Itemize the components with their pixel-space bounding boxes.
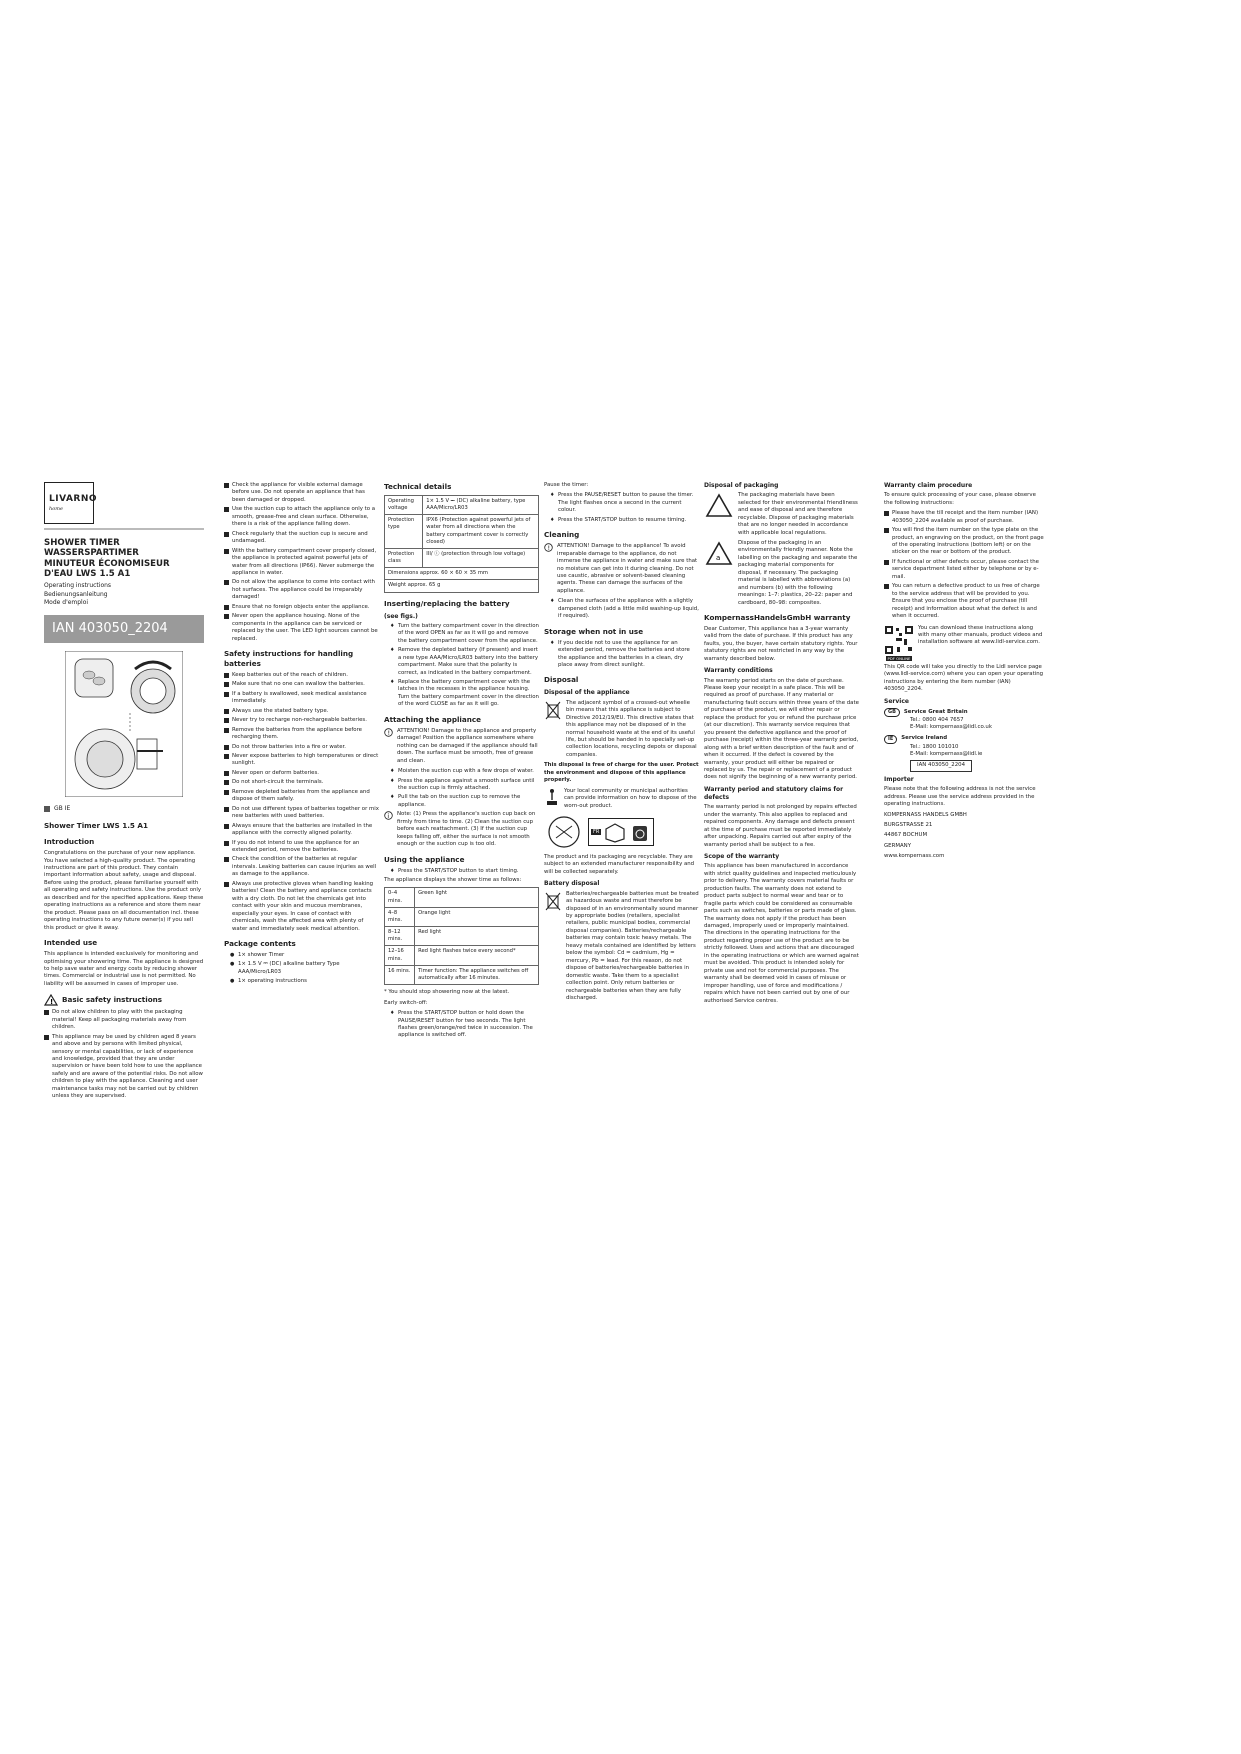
recycling-person-icon [544,788,560,806]
table-row: 12–16 mins. Red light flashes twice every second* [385,946,539,965]
qr-note: This QR code will take you directly to the Lidl service page (www.lidl-service.com) where you can open your operating instructions by entering the item number (IAN) 403050_2204. [884,663,1044,693]
list-item: Please have the till receipt and the item number (IAN) 403050_2204 available as proof of purchase. [884,510,1044,525]
brand-sub: home [49,505,63,512]
product-illustration [65,651,183,797]
attention-note: ! ATTENTION! Damage to the appliance! To avoid irreparable damage to the appliance, do not immerse the appliance in water and make sure that no moisture can get into it during cleaning. Do not use caustic, abrasive or solvent-based cleaning agents. These can damage the surfaces of the appliance. [544,543,699,595]
svg-text:!: ! [387,729,391,737]
list-item: Do not use different types of batteries together or mix new batteries with used batteries. [224,806,379,821]
disposal-appliance-heading: Disposal of the appliance [544,689,630,697]
list-item: ● 1× 1.5 V ⎓ (DC) alkaline battery Type AAA/Micro/LR03 [230,961,379,976]
footnote: * You should stop showering now at the latest. [384,989,510,996]
address-line: GERMANY [884,842,911,849]
list-item: ♦ Press the appliance against a smooth surface until the suction cup is firmly attached. [390,778,539,793]
ian-banner: IAN 403050_2204 [44,615,204,643]
list-item: If functional or other defects occur, please contact the service department listed either by telephone or by e-mail. [884,559,1044,581]
attention-icon [544,543,553,552]
display-text: The appliance displays the shower time as follows: [384,876,522,883]
list-item: Do not allow children to play with the packaging material! Keep all packaging materials away from children. [44,1009,204,1031]
svg-text:i: i [387,813,390,821]
technical-table [384,495,539,593]
list-item: Make sure that no one can swallow the batteries. [224,681,379,688]
divider [44,528,204,530]
battery-safety-heading: Safety instructions for handling batteries [224,649,354,668]
early-heading: Early switch-off: [384,999,428,1006]
list-item: Do not throw batteries into a fire or water. [224,744,379,751]
document-page [44,482,1199,1250]
list-item: ♦ Pull the tab on the suction cup to remove the appliance. [390,794,539,809]
qr-code[interactable]: PDF ONLINE [884,625,914,661]
list-item: Always use protective gloves when handling leaking batteries! Clean the battery and appliance contacts with a dry cloth. Do not let the chemicals get into contact with your skin and mucous membranes, especially your eyes. In case of contact with chemicals, wash the affected area with plenty of water and immediately seek medical attention. [224,881,379,933]
safety-heading: ! Basic safety instructions [44,994,204,1006]
warning-icon [44,994,58,1006]
bin-icon [629,821,651,843]
attaching-heading: Attaching the appliance [384,714,481,724]
list-item: Check the condition of the batteries at regular intervals. Leaking batteries can cause injuries as well as damage to the appliance. [224,856,379,878]
list-item: Never expose batteries to high temperatures or direct sunlight. [224,753,379,768]
svg-text:!: ! [547,545,551,553]
svg-text:!: ! [50,998,54,1007]
list-item: You will find the item number on the type plate on the product, an engraving on the product, on the front page of the operating instructions (bottom left) or on the sticker on the rear or bottom of the product. [884,527,1044,557]
list-item: ♦ Press the START/STOP button or hold down the PAUSE/RESET button for two seconds. The light flashes green/orange/red twice in succession. The appliance is switched off. [390,1010,539,1040]
packaging-block: The packaging materials have been selected for their environmental friendliness and ease of disposal and are therefore recyclable. Dispose of packaging materials that are no longer needed in accordance with applicable local regulations. [704,492,859,537]
list-item: ♦ Press the START/STOP button to resume timing. [550,517,699,524]
language-badge: GB IE [44,805,204,813]
using-heading: Using the appliance [384,854,465,864]
warranty-scope-text: This appliance has been manufactured in accordance with strict quality guidelines and inspected meticulously prior to delivery. The warranty covers material faults or production faults. The warranty does not extend to product parts subject to normal wear and tear or to fragile parts which could be considered as consumable parts such as switches, batteries or parts made of glass. The warranty does not apply if the product has been damaged, improperly used or improperly maintained. The directions in the operating instructions for the product regarding proper use of the product are to be strictly followed. Uses and actions that are discouraged in the operating instructions or which are warned against must be avoided. This product is intended solely for private use and not for commercial purposes. The warranty shall be deemed void in cases of misuse or improper handling, use of force and modifications / repairs which have not been carried out by one of our authorised Service centres. [704,863,859,1004]
table-row: 16 mins. Timer function: The appliance switches off automatically after 16 minutes. [385,965,539,984]
packaging-block-2: a Dispose of the packaging in an environmentally friendly manner. Note the labelling on the packaging and separate the packaging material components for disposal, if necessary. The packaging material is labelled with abbreviations (a) and numbers (b) with the following meanings: 1–7: plastics, 20–22: paper and cardboard, 80–98: composites. [704,540,859,607]
claim-text: To ensure quick processing of your case, please observe the following instructions: [884,492,1036,506]
product-title: Shower Timer LWS 1.5 A1 [44,821,148,831]
table-row: 8–12 mins. Red light [385,927,539,946]
list-item: Check the appliance for visible external damage before use. Do not operate an appliance that has been damaged or dropped. [224,482,379,504]
list-item: Always use the stated battery type. [224,708,379,715]
crossed-bin-icon [544,891,562,911]
list-item: If you do not intend to use the appliance for an extended period, remove the batteries. [224,840,379,855]
address-line: BURGSTRASSE 21 [884,821,933,828]
recycle-icon [704,492,734,520]
list-item: ♦ Press the START/STOP button to start timing. [390,868,539,875]
table-row: Protection class III/ ⓘ (protection through low voltage) [385,548,539,567]
brand-name: LIVARNO [49,494,98,505]
list-item: Do not short-circuit the terminals. [224,779,379,786]
list-item: Do not allow the appliance to come into contact with hot surfaces. The appliance could be irreparably damaged! [224,579,379,601]
importer-text: Please note that the following address is not the service address. Please use the service address provided in the operating instructions. [884,786,1036,808]
list-item: Remove the batteries from the appliance before recharging them. [224,727,379,742]
list-item: ♦ Press the PAUSE/RESET button to pause the timer. The light flashes once a second in the current colour. [550,492,699,514]
pause-heading: Pause the timer: [544,482,589,488]
table-row: Operating voltage 1× 1.5 V ⎓ (DC) alkaline battery, type AAA/Micro/LR03 [385,495,539,514]
technical-details-heading: Technical details [384,482,452,491]
list-item: ♦ Remove the depleted battery (if present) and insert a new type AAA/Micro/LR03 battery into the battery compartment. Make sure that the polarity is correct, as indicated in the battery compartment. [390,647,539,677]
cleaning-heading: Cleaning [544,530,580,540]
triman-icon [544,814,584,850]
warranty-scope-heading: Scope of the warranty [704,853,780,861]
qr-block: PDF ONLINE You can download these instructions along with many other manuals, product videos and installation software at www.lidl-service.com. [884,625,1044,661]
info-icon [384,811,393,820]
svg-text:a: a [716,553,721,562]
list-item: If a battery is swallowed, seek medical assistance immediately. [224,691,379,706]
service-heading: Service [884,697,909,705]
fr-box: FR [588,818,654,846]
table-row: Dimensions approx. 60 × 60 × 35 mm [385,568,539,580]
timer-table [384,887,539,985]
list-item: Use the suction cup to attach the appliance only to a smooth, grease-free and clean surface. Otherwise, there is a risk of the appliance falling down. [224,506,379,528]
table-row: Weight approx. 65 g [385,580,539,592]
warranty-conditions-text: The warranty period starts on the date of purchase. Please keep your receipt in a safe place. This will be required as proof of purchase. If any material or manufacturing fault occurs within three years of the date of purchase of the product, we will either repair or replace the product for you or refund the purchase price (at our discretion). This warranty service requires that you present the defective appliance and the proof of purchase (receipt) within the three-year warranty period, along with a brief written description of the fault and of when it occurred. If the defect is covered by the warranty, your product will either be repaired or replaced by us. The repair or replacement of a product does not signify the beginning of a new warranty period. [704,677,859,781]
ie-badge: IE [884,735,897,744]
ian-box: IAN 403050_2204 [910,760,972,771]
document-title: SHOWER TIMER WASSERSPARTIMER MINUTEUR ÉCONOMISEUR D'EAU LWS 1.5 A1 [44,538,170,579]
list-item: Ensure that no foreign objects enter the appliance. [224,604,379,611]
storage-heading: Storage when not in use [544,626,644,636]
table-row: Protection type IPX6 (Protection against powerful jets of water from all directions when the battery compartment cover is correctly closed) [385,515,539,549]
local-block: Your local community or municipal authorities can provide information on how to dispose of the worn-out product. [544,788,699,810]
column-1 [44,482,204,1103]
intro-text: Congratulations on the purchase of your new appliance. You have selected a high-quality product. The operating instructions are part of this product. They contain important information about safety, usage and disposal. Before using the product, please familiarise yourself with all operating and safety instructions. Use the product only as described and for the specified applications. Keep these operating instructions as a reference and store them near the product. Please pass on all documentation incl. these operating instructions to any future owner(s) if you sell this product or give it away. [44,850,204,931]
warranty-conditions-heading: Warranty conditions [704,667,773,675]
qr-code-icon [884,625,914,655]
battery-heading: Inserting/replacing the battery [384,598,510,608]
list-item: You can return a defective product to us free of charge to the service address that will be provided to you. Ensure that you enclose the proof of purchase (till receipt) and information about what the defect is and when it occurred. [884,583,1044,620]
disposal-bold: This disposal is free of charge for the user. Protect the environment and dispose of this appliance properly. [544,762,699,784]
warranty-heading: KompernassHandelsGmbH warranty [704,613,851,623]
list-item: Remove depleted batteries from the appliance and dispose of them safely. [224,789,379,804]
column-5 [704,482,859,1008]
subtitles: Operating instructions Bedienungsanleitung Mode d'emploi [44,582,112,606]
warranty-text: Dear Customer, This appliance has a 3-year warranty valid from the date of purchase. If this product has any faults, you, the buyer, have certain statutory rights. Your statutory rights are not restricted in any way by the warranty described below. [704,626,858,662]
intended-use-heading: Intended use [44,938,98,948]
package-contents-heading: Package contents [224,938,296,948]
brand-logo [44,482,98,524]
address-line: KOMPERNASS HANDELS GMBH [884,811,967,818]
note-block: i Note: (1) Press the appliance's suction cup back on firmly from time to time. (2) Clean the suction cup before each reattachment. (3) If the suction cup keeps falling off, either the surface is not smooth enough or the suction cup is too old. [384,811,539,848]
website-link[interactable]: www.kompernass.com [884,853,945,860]
column-4 [544,482,699,1005]
importer-heading: Importer [884,775,914,783]
battery-disposal-heading: Battery disposal [544,880,600,888]
box-icon [604,821,626,843]
address-line: 44867 BOCHUM [884,832,928,839]
table-row: 4–8 mins. Orange light [385,907,539,926]
recycling-code-icon [704,540,734,568]
list-item: ♦ Turn the battery compartment cover in the direction of the word OPEN as far as it will go and remove the battery compartment cover from the appliance. [390,623,539,645]
list-item: Always ensure that the batteries are installed in the appliance with the correctly aligned polarity. [224,823,379,838]
gb-badge: GB [884,708,900,717]
list-item: This appliance may be used by children aged 8 years and above and by persons with limited physical, sensory or mental capabilities, or lack of experience and knowledge, provided that they are under supervision or have been told how to use the appliance safely and are aware of the potential risks. Do not allow children to play with the appliance. Cleaning and user maintenance tasks may not be carried out by children unless they are supervised. [44,1034,204,1101]
battery-subheading: (see figs.) [384,612,418,620]
intended-use-text: This appliance is intended exclusively for monitoring and optimising your showering time. The appliance is designed to help save water and energy costs by reducing shower times. Commercial or industrial use is not permitted. No liability will be assumed in cases of improper use. [44,951,204,987]
service-ie: IE Service Ireland Tel.: 1800 101010 E-Mail: kompernass@lidl.ie IAN 403050_2204 [884,735,1044,772]
crossed-bin-icon [544,700,562,720]
weee-block: The adjacent symbol of a crossed-out wheelie bin means that this appliance is subject to Directive 2012/19/EU. This directive states that this appliance may not be disposed of in the normal household waste at the end of its useful life, but should be handed in to specially set-up collection locations, recycling depots or disposal companies. [544,700,699,760]
warranty-period-heading: Warranty period and statutory claims for defects [704,785,844,802]
list-item: Check regularly that the suction cup is secure and undamaged. [224,531,379,546]
list-item: ♦ Moisten the suction cup with a few drops of water. [390,768,539,775]
disposal-heading: Disposal [544,675,579,685]
list-item: ● 1× operating instructions [230,978,379,985]
list-item: Keep batteries out of the reach of children. [224,672,379,679]
list-item: ● 1× shower Timer [230,952,379,959]
square-icon [44,806,50,812]
list-item: ♦ If you decide not to use the appliance for an extended period, remove the batteries and store the appliance and the batteries in a clean, dry place away from direct sunlight. [550,640,699,670]
battery-block: Batteries/rechargeable batteries must be treated as hazardous waste and must therefore be disposed of in an environmentally sound manner by appropriate bodies (retailers, specialist retailers, public municipal bodies, commercial disposal companies). Batteries/rechargeable batteries may contain toxic heavy metals. The heavy metals contained are identified by letters below the symbol: Cd = cadmium, Hg = mercury, Pb = lead. For this reason, do not dispose of batteries/rechargeable batteries in domestic waste. Take them to a specialist collection point. Only return batteries or rechargeable batteries when they are fully discharged. [544,891,699,1003]
table-row: 0–4 mins. Green light [385,888,539,907]
packaging-heading: Disposal of packaging [704,482,779,489]
list-item: Never open the appliance housing. None of the components in the appliance can be serviced or replaced by the user. The LED light sources cannot be replaced. [224,613,379,643]
list-item: ♦ Replace the battery compartment cover with the latches in the recesses in the appliance housing. Turn the battery compartment cover in the direction of the word CLOSE as far as it will go. [390,679,539,709]
triman-graphic [544,814,699,850]
intro-heading: Introduction [44,837,95,847]
list-item: With the battery compartment cover properly closed, the appliance is protected against powerful jets of water from all directions (IP66). Never submerge the appliance in water. [224,548,379,578]
list-item: ♦ Clean the surfaces of the appliance with a slightly dampened cloth (add a little mild washing-up liquid, if required). [550,598,699,620]
attention-note: ! ATTENTION! Damage to the appliance and property damage! Position the appliance somewhere where nothing can be damaged if the appliance should fall down. The surface must be smooth, free of grease and clean. [384,728,539,765]
list-item: Never try to recharge non-rechargeable batteries. [224,717,379,724]
claim-heading: Warranty claim procedure [884,482,973,489]
column-3 [384,482,539,1042]
warranty-period-text: The warranty period is not prolonged by repairs effected under the warranty. This also applies to replaced and repaired components. Any damage and defects present at the time of purchase must be reported immediately after unpacking. Repairs carried out after expiry of the warranty period shall be subject to a fee. [704,804,857,848]
column-6 [884,482,1044,864]
recyclable-text: The product and its packaging are recyclable. They are subject to an extended manufacturer responsibility and will be collected separately. [544,854,695,875]
attention-icon [384,728,393,737]
service-gb: GB Service Great Britain Tel.: 0800 404 7657 E-Mail: kompernass@lidl.co.uk [884,708,1044,732]
list-item: Never open or deform batteries. [224,770,379,777]
column-2 [224,482,379,988]
